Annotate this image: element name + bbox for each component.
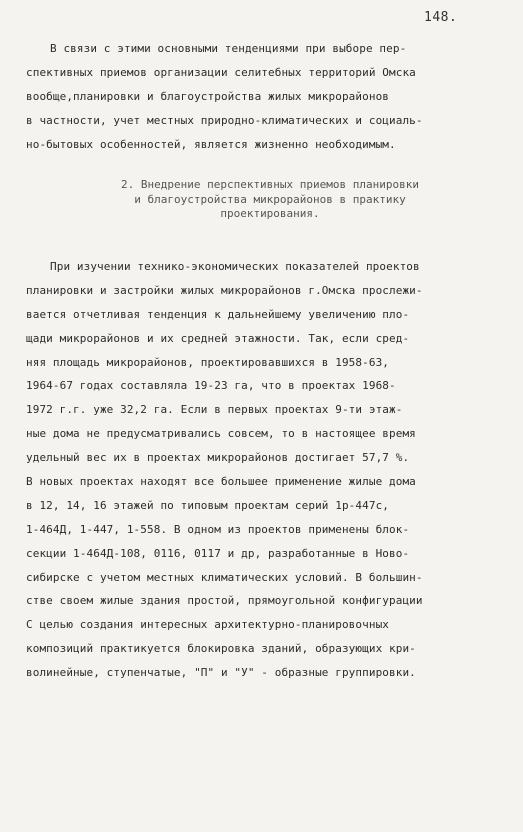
text-line: 1-464Д, 1-447, 1-558. В одном из проектов применены блок- <box>26 522 410 536</box>
text-line: 1964-67 годах составляла 19-23 га, что в проектах 1968- <box>26 379 396 393</box>
paragraph-intro <box>26 37 498 156</box>
text-line: удельный вес их в проектах микрорайонов достигает 57,7 %. <box>26 451 410 465</box>
text-line: няя площадь микрорайонов, проектировавшихся в 1958-63, <box>26 355 390 369</box>
text-line: С целью создания интересных архитектурно-планировочных <box>26 618 390 632</box>
heading-line: 2. Внедрение перспективных приемов планировки <box>120 178 419 191</box>
text-line: В связи с этими основными тенденциями при выборе пер- <box>50 42 407 55</box>
text-line: волинейные, ступенчатые, "П" и "У" - образные группировки. <box>26 666 416 680</box>
text-line: При изучении технико-экономических показателей проектов <box>50 260 420 273</box>
text-line: планировки и застройки жилых микрорайонов г.Омска прослежи- <box>26 283 423 297</box>
text-line: щади микрорайонов и их средней этажности. Так, если сред- <box>26 331 410 345</box>
paragraph-body <box>26 255 498 685</box>
text-line: сибирске с учетом местных климатических условий. В большин- <box>26 570 423 584</box>
text-line: 1972 г.г. уже 32,2 га. Если в первых проектах 9-ти этаж- <box>26 403 403 417</box>
text-line: В новых проектах находят все большее применение жилые дома <box>26 475 416 489</box>
section-heading <box>60 178 480 222</box>
heading-line: и благоустройства микрорайонов в практику <box>134 192 406 206</box>
text-line: спективных приемов организации селитебных территорий Омска <box>26 65 416 79</box>
text-line: композиций практикуется блокировка зданий, образующих кри- <box>26 642 416 656</box>
text-line: стве своем жилые здания простой, прямоугольной конфигурации <box>26 594 423 608</box>
text-line: вообще,планировки и благоустройства жилых микрорайонов <box>26 89 390 103</box>
text-line: секции 1-464Д-108, 0116, 0117 и др, разработанные в Ново- <box>26 546 410 560</box>
text-line: ные дома не предусматривались совсем, то в настоящее время <box>26 427 416 441</box>
page-number: 148. <box>424 10 458 25</box>
text-line: но-бытовых особенностей, является жизненно необходимым. <box>26 137 396 151</box>
text-line: в частности, учет местных природно-климатических и социаль- <box>26 113 423 127</box>
text-line: вается отчетливая тенденция к дальнейшему увеличению пло- <box>26 307 410 321</box>
text-line: в 12, 14, 16 этажей по типовым проектам серий 1р-447с, <box>26 498 390 512</box>
heading-line: проектирования. <box>220 207 320 220</box>
